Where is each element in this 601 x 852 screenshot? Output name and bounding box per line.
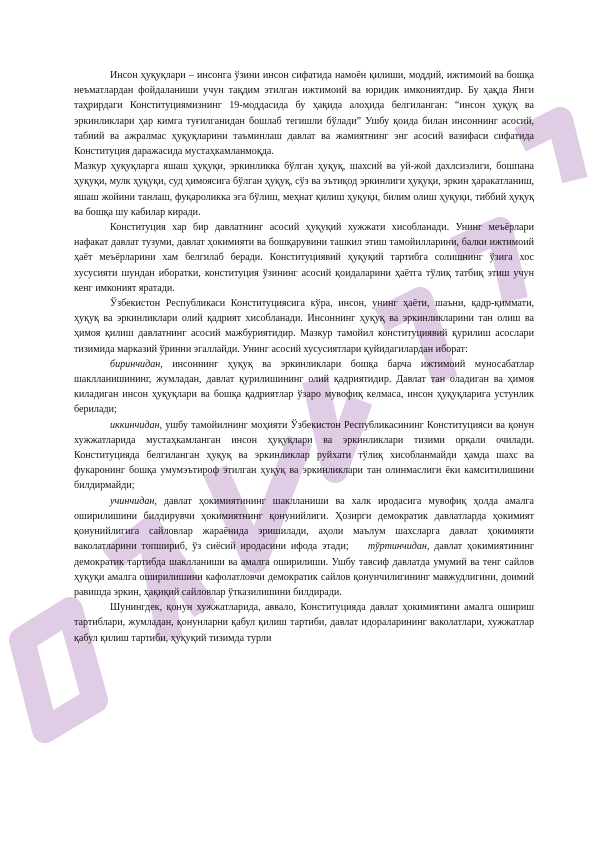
paragraph-7-text-2: давлат ҳокимиятининг демократик тартибда шаклланиши ва амалга оширилиши. Ушбу тавсиф давлатда умумий ва тенг сайлов ҳуқуқи амалга оширилишини кафолатловчи демократик сайлов қонунчилигининг мавжудлигини, доимий равишда эркин, ҳақиқий сайловлар ўтказилишини билдиради. xyxy=(74,541,534,598)
paragraph-7-lead-2: тўртинчидан, xyxy=(367,541,430,553)
paragraph-5 xyxy=(74,357,534,418)
paragraph-5-text: инсоннинг ҳуқуқ ва эркинликлари бошқа барча ижтимоий муносабатлар шаклланишининг, жумладан, давлат қурилишининг олий қадриятидир. Давлат тан оладиган ва ҳимоя киладиган инсон ҳуқуқлари ва бошқа қадриятлар ўзаро мувофиқ келмаса, инсон ҳуқуқларига устунлик берилади; xyxy=(74,358,534,416)
document-body xyxy=(74,68,534,646)
paragraph-5-lead: биринчидан, xyxy=(110,358,163,370)
paragraph-6 xyxy=(74,418,534,494)
paragraph-7 xyxy=(74,494,534,600)
paragraph-8: Шунингдек, қонун хужжатларида, аввало, Конституцияда давлат ҳокимиятини амалга ошириш тартиблари, жумладан, қонунларни қабул қилиш тартиби, давлат идораларининг ваколатлари, хужжатлар қабул қилиш тартиби, ҳуқуқий тизимда турли xyxy=(74,602,534,644)
paragraph-6-text: ушбу тамойилнинг моҳияти Ўзбекистон Республикасининг Конституцияси ва қонун хужжатларида мустаҳкамланган инсон ҳуқуқлари ва эркинликлари тизими орқали очилади. Конституцияда белгиланган ҳуқуқ ва эркинликлар руйхати тўлиқ хисобланмайди ҳамда шахс ва фукаронинг бошқа умумэътироф этилган ҳуқуқ ва эркинликлари тан олинмаслиги ёки камситилишини билдирмайди; xyxy=(74,419,534,492)
paragraph-6-lead: иккинчидан, xyxy=(110,419,163,431)
paragraph-1: Инсон ҳуқуқлари – инсонга ўзини инсон сифатида намоён қилиши, моддий, ижтимоий ва бошқа неъматлардан фойдаланиши учун тақдим этилган ижтимоий ва юридик имкониятдир. Бу ҳақда Янги таҳрирдаги Конституциямизнинг 19-моддасида бу ҳақида алоҳида белгиланган: “инсон ҳуқуқ ва эркинликлари ҳар кимга туғилганидан бошлаб тегишли бўлади” Ушбу қоида билан инсоннинг асосий, табиий ва ажралмас ҳуқуқларини таъминлаш давлат ва жамиятнинг энг асосий вазифаси сифатида Конституция даражасида мустаҳкамланмоқда. xyxy=(74,70,534,158)
paragraph-4: Ўзбекистон Республикаси Конституциясига кўра, инсон, унинг ҳаёти, шаъни, қадр-қиммати, ҳуқуқ ва эркинликлари олий қадрият хисобланади. Инсоннинг ҳуқуқ ва эркинликларини тан олиш ва ҳимоя қилиш давлатнинг асосий мажбуриятидир. Мазкур тамойил конституциявий қурилиш асослари тизимида марказий ўринни эгаллайди. Унинг асосий хусусиятлари қуйидагилардан иборат: xyxy=(74,298,534,355)
paragraph-7-lead: учинчидан, xyxy=(110,495,157,507)
paragraph-3: Конституция хар бир давлатнинг асосий ҳуқуқий хужжати хисобланади. Унинг меъёрлари нафакат давлат тузуми, давлат ҳокимияти ва бошқарувини ташкил этиш тамойилларини, балки ижтимоий ҳаёт меъёрларини хам белгилаб беради. Конституциявий ҳуқуқий тартибга солишнинг ўзига хос хусусияти шундан иборатки, конституция ўзининг асосий қоидаларини ҳаётга тўлиқ татбиқ этиш учун кенг имконият яратади. xyxy=(74,222,534,294)
paragraph-2: Мазкур ҳуқуқларга яшаш ҳуқуқи, эркинликка бўлган ҳуқуқ, шахсий ва уй-жой дахлсизлиги, бошпана ҳуқуқи, мулк ҳуқуқи, суд ҳимоясига бўлган ҳуқуқ, сўз ва эътиқод эркинлиги ҳуқуқи, эркин ҳаракатланиш, яшаш жойини танлаш, фуқароликка эга бўлиш, меҳнат қилиш ҳуқуқи, билим олиш ҳуқуқи, тиббий ҳуқуқ ва бошқа шу кабилар киради. xyxy=(74,161,534,218)
paragraph-7-text: давлат ҳокимиятининг шаклланиши ва халк иродасига мувофиқ ҳолда амалга оширилишини билдирувчи ҳокимиятнинг қонунийлиги. Ҳозирги демократик давлатларда ҳокимият қонунийлигига сайловлар жараёнида эришилади, аҳоли маълум шахсларга давлат ҳокимияти ваколатларини топшириб, ўз сиёсий иродасини ифода этади; xyxy=(74,495,534,553)
